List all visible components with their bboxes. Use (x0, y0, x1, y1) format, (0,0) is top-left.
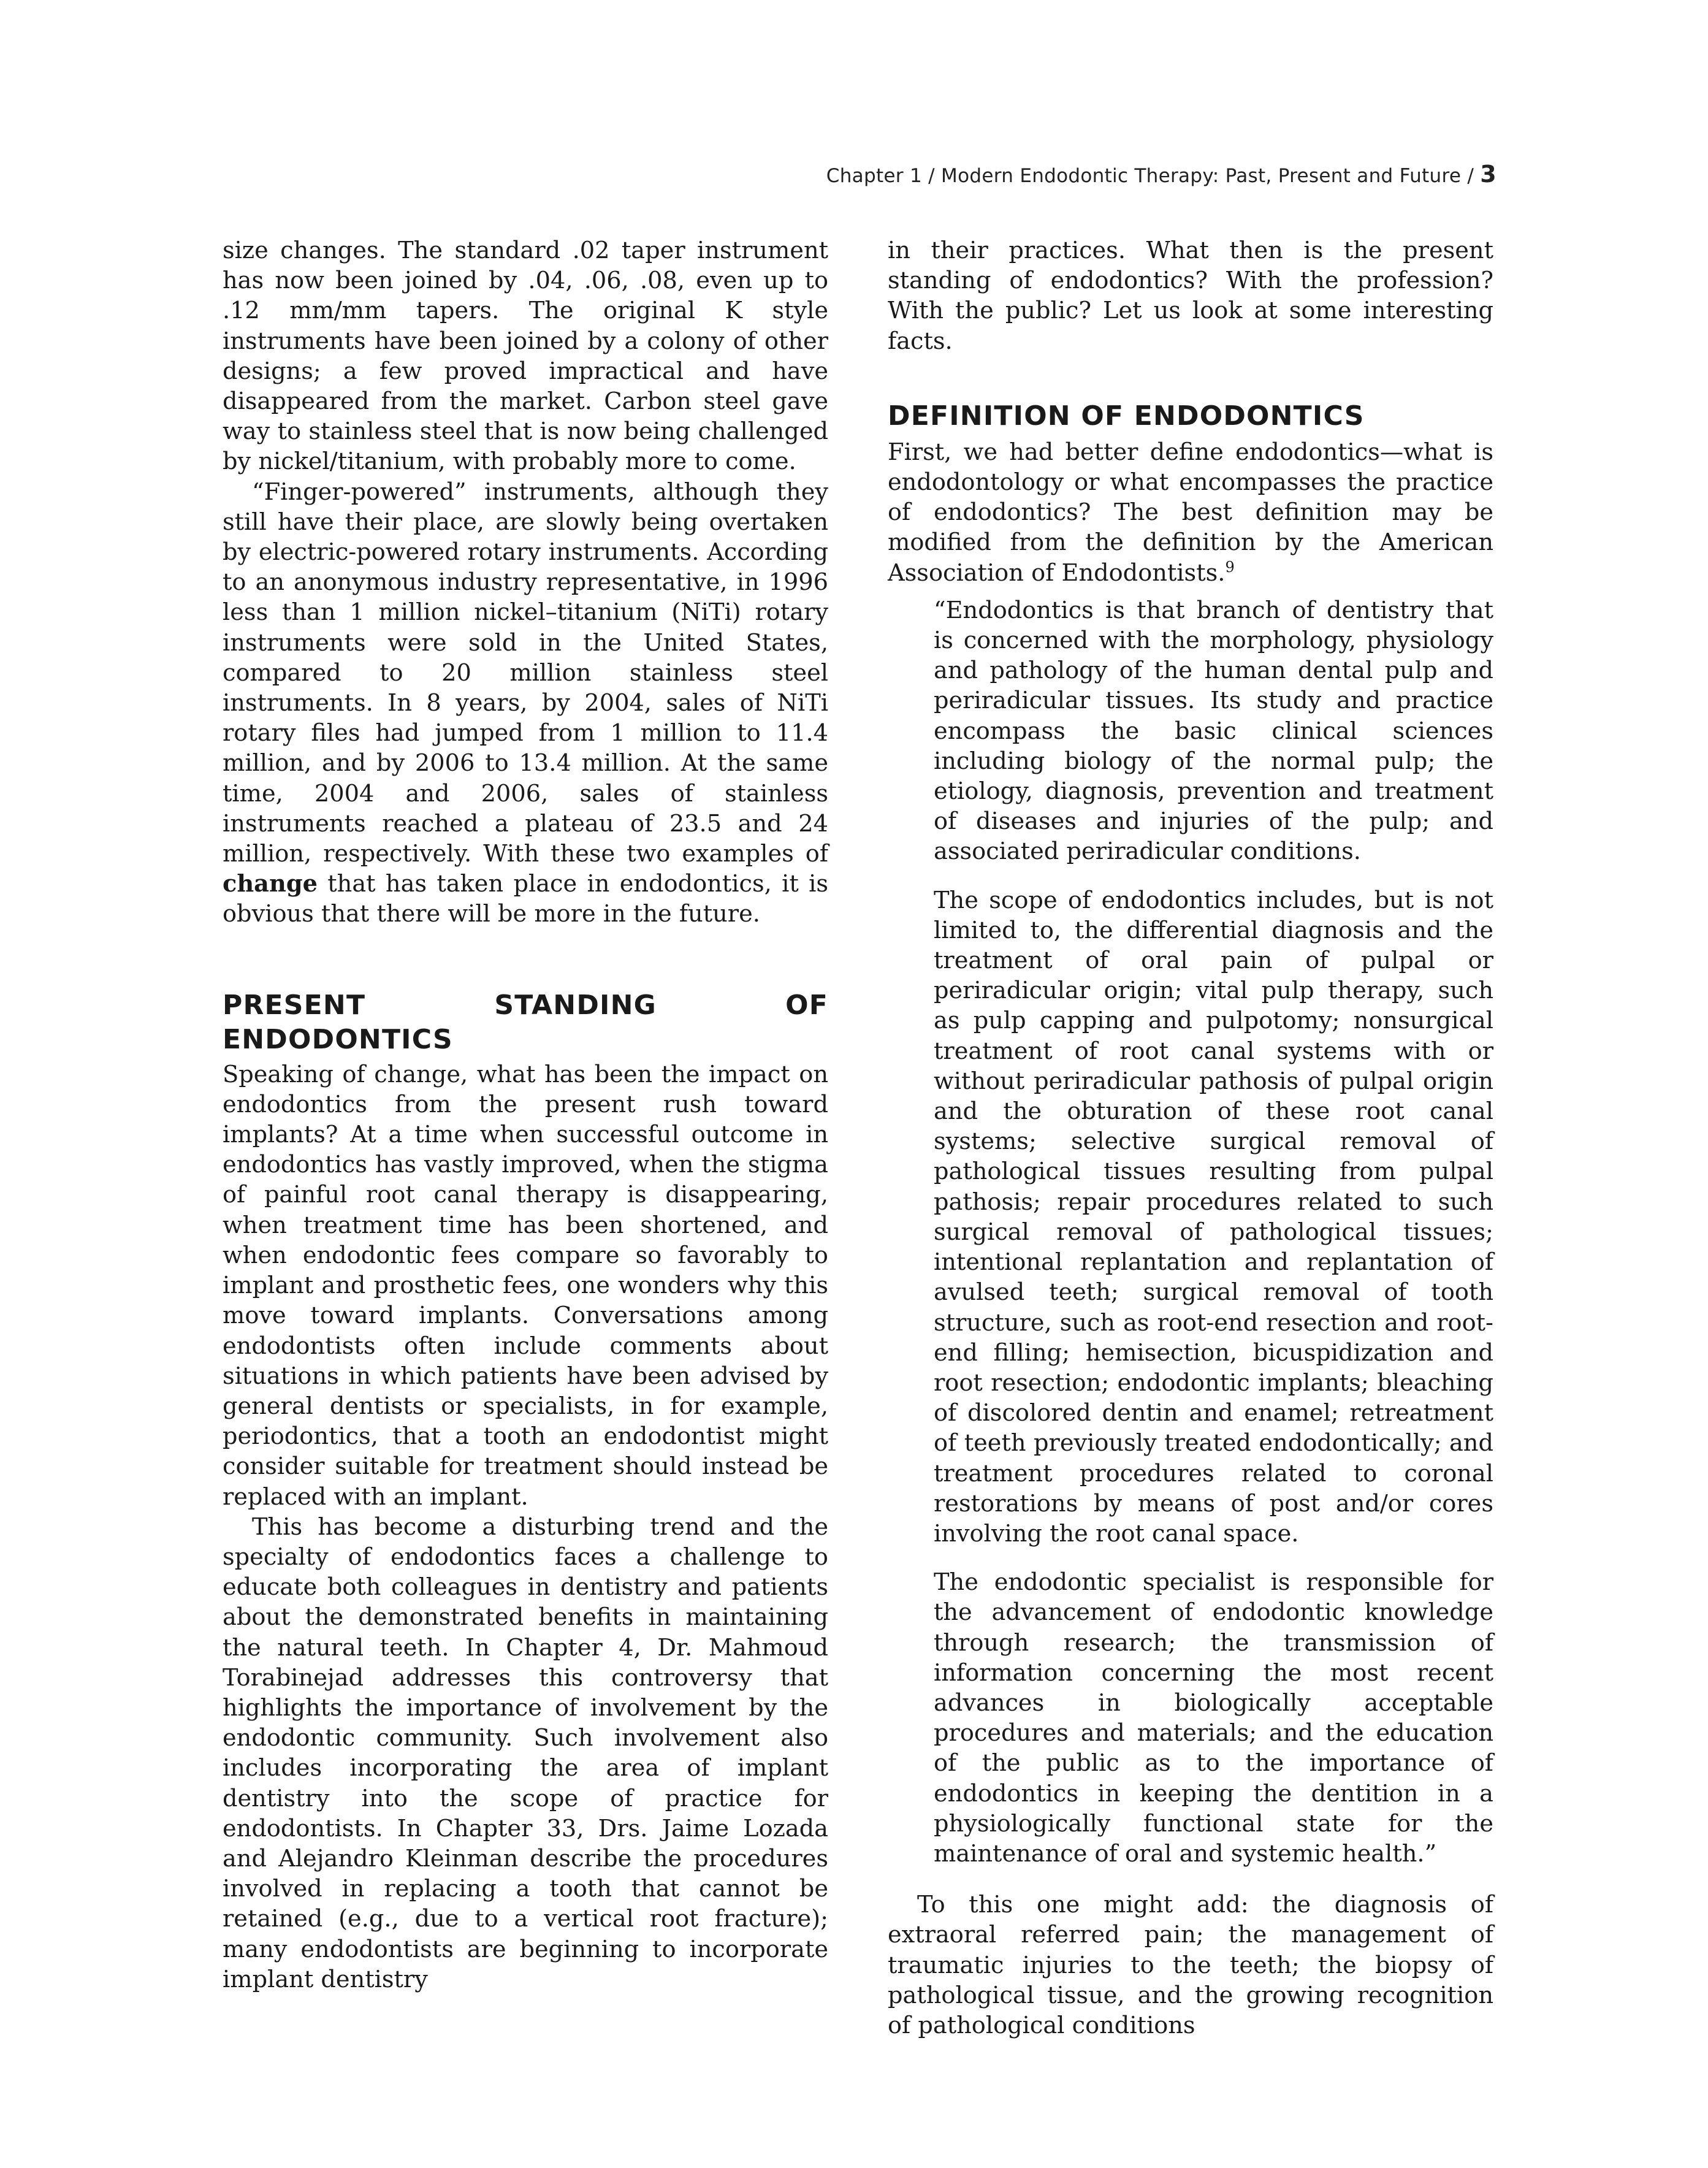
heading-present-standing: PRESENT STANDING OF ENDODONTICS (223, 989, 828, 1055)
left-column (223, 235, 828, 1994)
paragraph-instrument-tapers: size changes. The standard .02 taper instrument has now been joined by .04, .06, .08, even up to .12 mm/mm tapers. The original K style instruments have been joined by a colony of other designs; a few proved impractical and have disappeared from the market. Carbon steel gave way to stainless steel that is now being challenged by nickel/titanium, with probably more to come. (223, 237, 828, 476)
quote-paragraph-specialist: The endodontic specialist is responsible for the advancement of endodontic knowledge through research; the transmission of information concerning the most recent advances in biologically acceptable procedures and materials; and the education of the public as to the importance of endodontics in keeping the dentition in a physiologically functional state for the maintenance of oral and systemic health.” (934, 1568, 1493, 1868)
paragraph-present-standing-intro: in their practices. What then is the present standing of endodontics? With the profession? With the public? Let us look at some interesting facts. (888, 237, 1493, 355)
paragraph-implants-impact: Speaking of change, what has been the impact on endodontics from the present rush toward implants? At a time when successful outcome in endodontics has vastly improved, when the stigma of painful root canal therapy is disappearing, when treatment time has been shortened, and when endodontic fees compare so favorably to implant and prosthetic fees, one wonders why this move toward implants. Conversations among endodontists often include comments about situations in which patients have been advised by general dentists or specialists, in for example, periodontics, that a tooth an endodontist might consider suitable for treatment should instead be replaced with an implant. (223, 1060, 828, 1511)
heading-definition: DEFINITION OF ENDODONTICS (888, 400, 1365, 432)
quote-paragraph-scope: The scope of endodontics includes, but is not limited to, the differential diagnosis and the treatment of oral pain of pulpal or periradicular origin; vital pulp therapy, such as pulp capping and pulpotomy; nonsurgical treatment of root canal systems with or without periradicular pathosis of pulpal origin and the obturation of these root canal systems; selective surgical removal of pathological tissues resulting from pulpal pathosis; repair procedures related to such surgical removal of pathological tissues; intentional replantation and replantation of avulsed teeth; surgical removal of tooth structure, such as root-end resection and root-end filling; hemisection, bicuspidization and root resection; endodontic implants; bleaching of discolored dentin and enamel; retreatment of teeth previously treated endodontically; and treatment procedures related to coronal restorations by means of post and/or cores involving the root canal space. (934, 886, 1493, 1548)
paragraph-definition-intro (888, 437, 1493, 588)
paragraph-rotary-text: “Finger-powered” instruments, although they still have their place, are slowly being overtaken by electric-powered rotary instruments. According to an anonymous industry representative, in 1996 less than 1 million nickel–titanium (NiTi) rotary instruments were sold in the United States, compared to 20 million stainless steel instruments. In 8 years, by 2004, sales of NiTi rotary files had jumped from 1 million to 11.4 million, and by 2006 to 13.4 million. At the same time, 2004 and 2006, sales of stainless instruments reached a plateau of 23.5 and 24 million, respectively. With these two examples of (223, 478, 828, 868)
block-quote-aae-definition (934, 595, 1493, 1869)
definition-intro-text: First, we had better define endodontics—what is endodontology or what encompasses the practice of endodontics? The best definition may be modified from the definition by the American Association of Endodontists. (888, 438, 1493, 587)
paragraph-rotary-text-end: that has taken place in endodontics, it is obvious that there will be more in the future. (223, 870, 828, 928)
paragraph-additions: To this one might add: the diagnosis of extraoral referred pain; the management of traumatic injuries to the teeth; the biopsy of pathological tissue, and the growing recognition of pathological conditions (888, 1891, 1493, 2039)
paragraph-disturbing-trend: This has become a disturbing trend and the specialty of endodontics faces a challenge to educate both colleagues in dentistry and patients about the demonstrated benefits in maintaining the natural teeth. In Chapter 4, Dr. Mahmoud Torabinejad addresses this controversy that highlights the importance of involvement by the endodontic community. Such involvement also includes incorporating the area of implant dentistry into the scope of practice for endodontists. In Chapter 33, Drs. Jaime Lozada and Alejandro Kleinman describe the procedures involved in replacing a tooth that cannot be retained (e.g., due to a vertical root fracture); many endodontists are beginning to incorporate implant dentistry (223, 1513, 828, 1993)
emphasis-change: change (223, 870, 318, 898)
page-number: 3 (1480, 161, 1496, 188)
reference-superscript: 9 (1225, 558, 1235, 576)
quote-paragraph-branch: “Endodontics is that branch of dentistry that is concerned with the morphology, physiology and pathology of the human dental pulp and periradicular tissues. Its study and practice encompass the basic clinical sciences including biology of the normal pulp; the etiology, diagnosis, prevention and treatment of diseases and injuries of the pulp; and associated periradicular conditions. (934, 596, 1493, 866)
running-head (826, 161, 1496, 188)
paragraph-rotary-instruments (223, 477, 828, 929)
running-title: Chapter 1 / Modern Endodontic Therapy: Past, Present and Future / (826, 165, 1474, 187)
right-column (888, 235, 1493, 2040)
